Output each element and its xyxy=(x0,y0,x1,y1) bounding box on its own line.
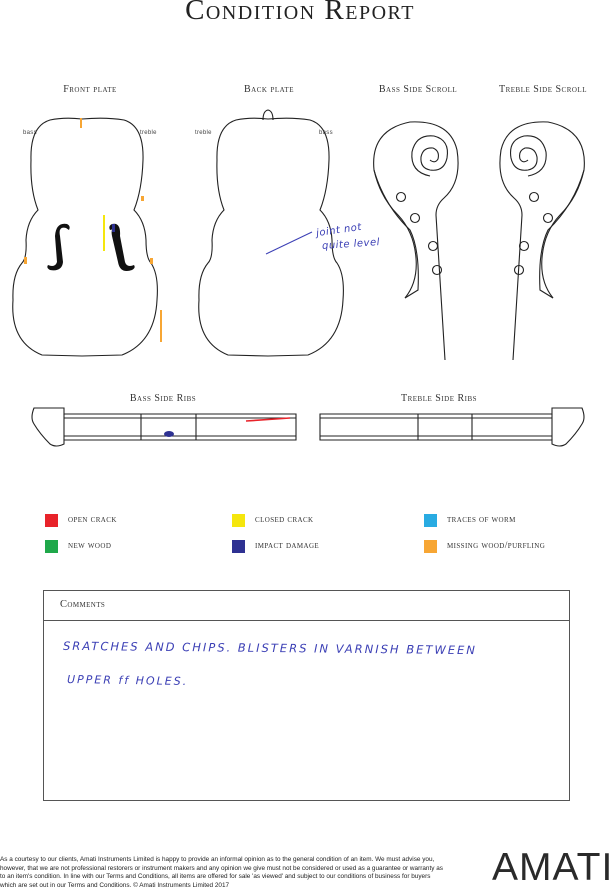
mark-missing-wood xyxy=(141,196,144,201)
bass-side-scroll-label: Bass Side Scroll xyxy=(378,84,458,95)
back-plate-label: Back plate xyxy=(244,84,294,95)
comments-box xyxy=(43,590,570,801)
footer-disclaimer: As a courtesy to our clients, Amati Instruments Limited is happy to provide an informal opinion as to the general condition of an item. We must advise you, however, that we are not professional restorers or instrument makers and any opinion we give must not be considered or used as a guarantee or warranty as to an item's condition. In line with our Terms and Conditions, all items are offered for sale 'as viewed' and subject to our conditions of business for buyers which are set out in our Terms and Conditions. © Amati Instruments Limited 2017 xyxy=(0,856,443,889)
mark-missing-wood xyxy=(80,118,82,128)
legend-label: impact damage xyxy=(255,541,320,551)
bass-ribs-lines xyxy=(64,414,296,440)
legend-label: new wood xyxy=(68,541,112,551)
legend-label: open crack xyxy=(68,515,117,525)
scroll-peg-holes xyxy=(397,193,553,275)
condition-marks xyxy=(24,118,312,437)
legend-swatch xyxy=(45,514,58,527)
mark-impact-damage xyxy=(112,224,115,232)
legend-open-crack xyxy=(45,513,117,527)
legend-swatch xyxy=(45,540,58,553)
mark-missing-wood xyxy=(24,257,27,264)
annotation-pointer xyxy=(266,232,312,254)
legend-swatch xyxy=(232,540,245,553)
legend-label: traces of worm xyxy=(447,515,516,525)
f-hole-left xyxy=(47,224,69,271)
bass-ribs-outline xyxy=(32,408,296,446)
f-holes xyxy=(47,224,134,271)
front-plate-outline xyxy=(13,118,158,356)
back-bass-label: bass xyxy=(319,130,333,136)
bass-scroll-inner xyxy=(374,170,418,298)
legend-label: closed crack xyxy=(255,515,314,525)
comments-line-2: UPPER ff HOLES. xyxy=(66,672,189,689)
treble-scroll-inner xyxy=(540,170,584,298)
front-bass-label: bass xyxy=(23,130,37,136)
treble-side-ribs-label: Treble Side Ribs xyxy=(400,393,478,404)
mark-closed-crack xyxy=(103,215,105,251)
front-plate-label: Front plate xyxy=(63,84,117,95)
legend-swatch xyxy=(424,514,437,527)
annotation-line-2: quite level xyxy=(321,236,381,253)
legend-missing-wood xyxy=(424,539,545,553)
treble-ribs-outline xyxy=(320,408,584,446)
annotation-line-1: joint not xyxy=(315,221,363,240)
treble-side-scroll-label: Treble Side Scroll xyxy=(498,84,587,95)
legend-label: missing wood/purfling xyxy=(447,541,546,551)
page-title: Condition Report xyxy=(185,0,415,26)
bass-scroll-spiral xyxy=(412,136,448,176)
treble-scroll-spiral xyxy=(511,136,547,176)
mark-missing-wood xyxy=(160,310,162,342)
treble-ribs-lines xyxy=(320,414,552,440)
legend-impact-damage xyxy=(232,539,319,553)
brand-logo: AMATI xyxy=(492,846,613,889)
comments-heading: Comments xyxy=(44,591,569,621)
mark-missing-wood xyxy=(150,258,153,264)
legend-swatch xyxy=(424,540,437,553)
bass-scroll-outline xyxy=(374,122,458,360)
treble-scroll-outline xyxy=(500,122,584,360)
legend-new-wood xyxy=(45,539,111,553)
back-treble-label: treble xyxy=(195,130,212,136)
bass-side-ribs-label: Bass Side Ribs xyxy=(129,393,197,404)
legend-swatch xyxy=(232,514,245,527)
comments-line-1: SRATCHES AND CHIPS. BLISTERS IN VARNISH BETWEEN xyxy=(62,638,478,658)
legend-traces-of-worm xyxy=(424,513,516,527)
front-treble-label: treble xyxy=(140,130,157,136)
mark-impact-damage xyxy=(164,431,174,437)
legend-closed-crack xyxy=(232,513,314,527)
